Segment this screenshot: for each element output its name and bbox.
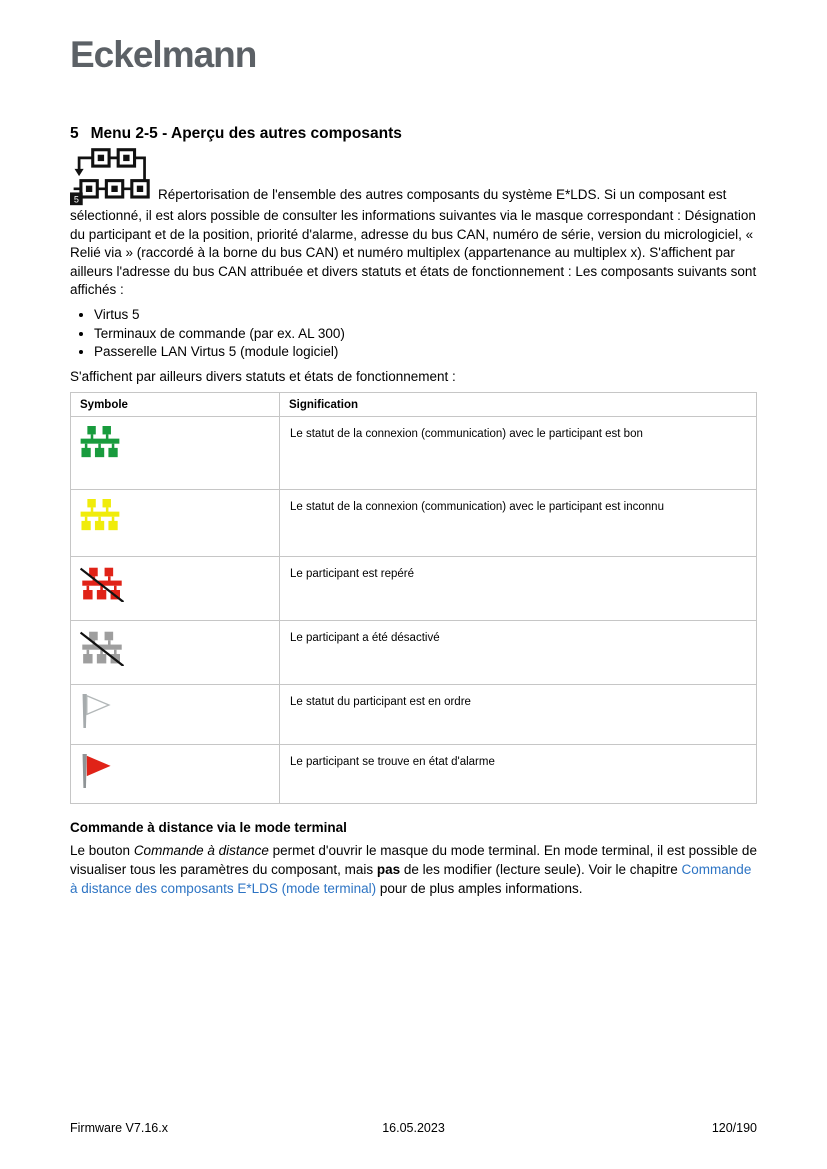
table-row xyxy=(71,621,757,685)
section-number: 5 xyxy=(70,125,79,142)
meaning-text: Le statut de la connexion (communication) avec le participant est inconnu xyxy=(280,490,757,557)
text-run: permet d'ouvrir le masque du mode terminal. En mode terminal, il est possible de visualiser tous les paramètres du composant, mais xyxy=(70,843,757,877)
flag-red-icon xyxy=(80,754,114,788)
intro-text: Répertorisation de l'ensemble des autres composants du système E*LDS. Si un composant est sélectionné, il est alors possible de consulter les informations suivantes via le masque correspondant : Désignation du participant et de la position, priorité d'alarme, adresse du bus CAN, numéro de série, version du micrologiciel, « Relié via » (raccordé à la borne du bus CAN) et numéro multiplex (appartenance au multiplex x). S'affichent par ailleurs l'adresse du bus CAN attribuée et divers statuts et états de fonctionnement : Les composants suivants sont affichés : xyxy=(70,187,757,298)
meaning-text: Le participant est repéré xyxy=(280,557,757,621)
terminal-paragraph xyxy=(70,842,757,898)
meaning-text: Le statut de la connexion (communication) avec le participant est bon xyxy=(280,417,757,490)
network-gray-slash-icon xyxy=(80,630,124,666)
meaning-text: Le statut du participant est en ordre xyxy=(280,685,757,745)
column-header-symbole: Symbole xyxy=(71,393,280,417)
button-name-italic: Commande à distance xyxy=(133,843,269,859)
eckelmann-logo: Eckelmann xyxy=(70,34,257,75)
text-run: de les modifier (lecture seule). Voir le chapitre xyxy=(400,861,682,877)
network-green-icon xyxy=(80,426,120,458)
icon-badge-number: 5 xyxy=(73,194,79,205)
page-footer xyxy=(70,1121,757,1135)
list-item: • Virtus 5 xyxy=(94,306,757,325)
terminal-section-heading: Commande à distance via le mode terminal xyxy=(70,820,347,836)
table-row xyxy=(71,417,757,490)
text-run: Le bouton xyxy=(70,843,134,859)
table-row xyxy=(71,685,757,745)
section-title: Menu 2-5 - Aperçu des autres composants xyxy=(90,125,402,142)
section-heading xyxy=(70,125,757,143)
table-row xyxy=(71,557,757,621)
table-header-row xyxy=(71,393,757,417)
intro-paragraph xyxy=(70,147,757,300)
components-list xyxy=(70,306,757,362)
list-item: • Passerelle LAN Virtus 5 (module logiciel) xyxy=(94,343,757,362)
footer-date: 16.05.2023 xyxy=(382,1121,445,1135)
network-yellow-icon xyxy=(80,499,120,531)
meaning-text: Le participant se trouve en état d'alarme xyxy=(280,745,757,804)
footer-firmware-version: Firmware V7.16.x xyxy=(70,1121,168,1135)
meaning-text: Le participant a été désactivé xyxy=(280,621,757,685)
network-red-slash-icon xyxy=(80,566,124,602)
footer-page-number: 120/190 xyxy=(711,1121,757,1135)
text-run: pour de plus amples informations. xyxy=(376,880,583,896)
list-item: • Terminaux de commande (par ex. AL 300) xyxy=(94,325,757,344)
emphasis-bold: pas xyxy=(376,861,401,877)
status-intro-line: S'affichent par ailleurs divers statuts et états de fonctionnement : xyxy=(70,368,456,384)
table-row xyxy=(71,745,757,804)
table-row xyxy=(71,490,757,557)
status-symbol-table xyxy=(70,392,757,804)
column-header-signification: Signification xyxy=(280,393,757,417)
chapter-link[interactable]: Commande à distance des composants E*LDS (mode terminal) xyxy=(70,861,752,896)
network-diagram-icon xyxy=(70,147,150,207)
flag-outline-icon xyxy=(80,694,114,728)
